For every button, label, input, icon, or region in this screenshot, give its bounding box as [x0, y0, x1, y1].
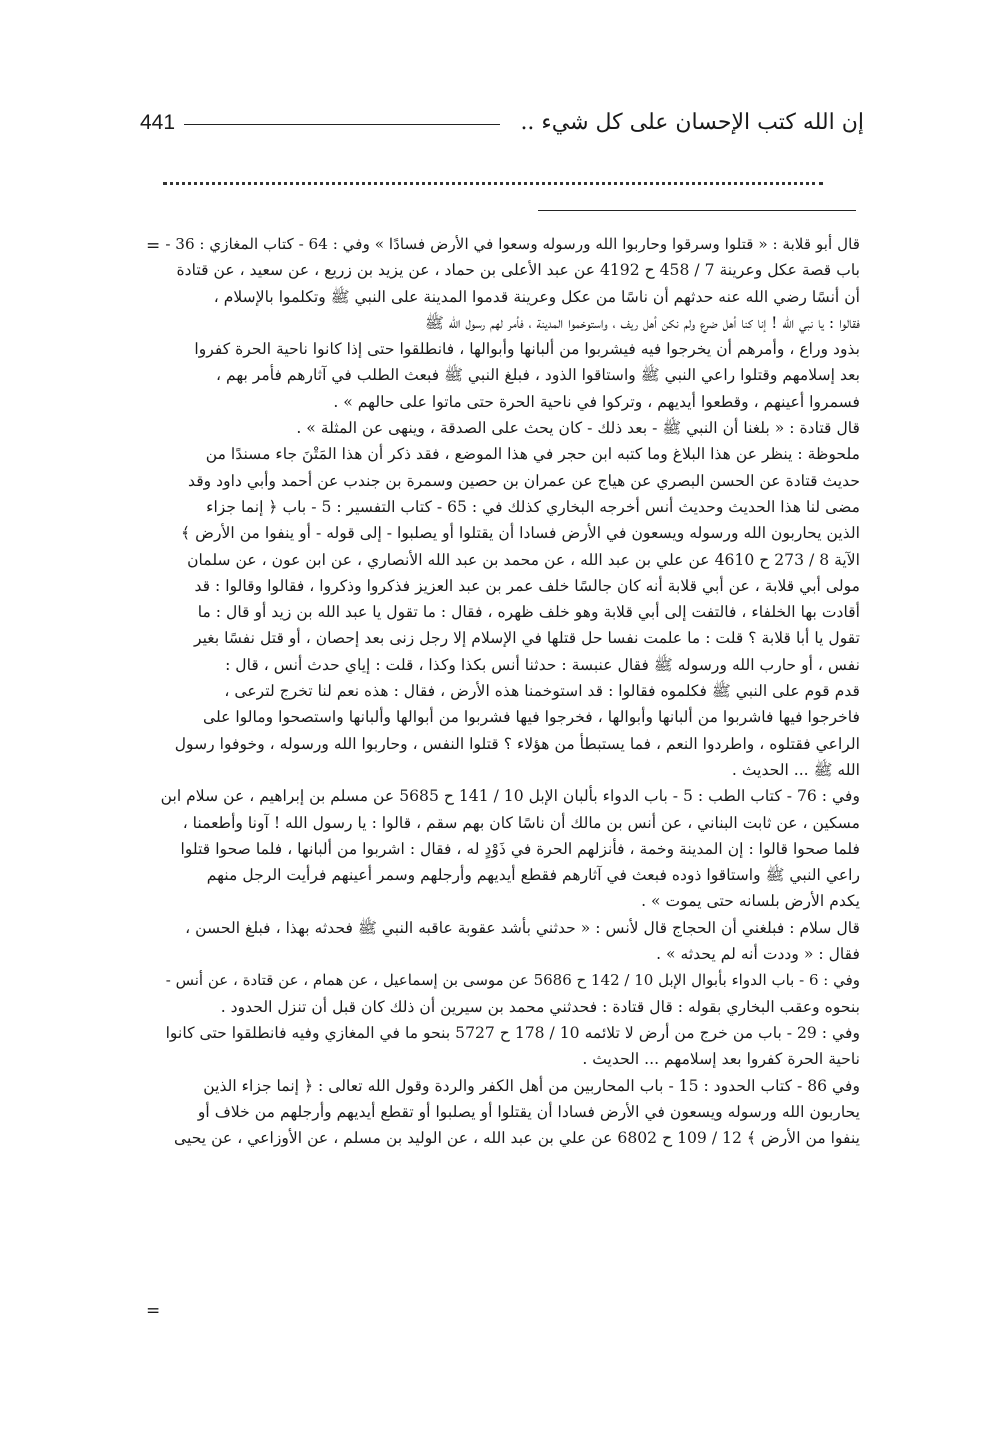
text-line: بنحوه وعقب البخاري بقوله : قال قتادة : فحدثني محمد بن سيرين أن ذلك كان قبل أن تنزل الحدود .: [220, 997, 860, 1016]
text-line: وفي 86 - كتاب الحدود : 15 - باب المحاربين من أهل الكفر والردة وقول الله تعالى : ﴿ إنما جزاء الذين: [203, 1076, 860, 1095]
page-number: 441: [140, 111, 176, 134]
text-line: فسمروا أعينهم ، وقطعوا أيديهم ، وتركوا في ناحية الحرة حتى ماتوا على حالهم » .: [333, 392, 860, 411]
header-rule: [184, 124, 500, 125]
text-line: مولى أبي قلابة ، عن أبي قلابة أنه كان جالسًا خلف عمر بن عبد العزيز فذكروا وذكروا ، فقالوا وقالوا : قد: [194, 576, 860, 595]
text-line: قدم قوم على النبي ﷺ فكلموه فقالوا : قد استوخمنا هذه الأرض ، فقال : هذه نعم لنا تخرج لترعى ،: [224, 682, 860, 701]
text-line: تقول يا أبا قلابة ؟ قلت : ما علمت نفسا حل قتلها في الإسلام إلا رجل زنى بعد إحصان ، أو قتل نفسًا بغير: [193, 629, 860, 648]
footnote-paragraph: [160, 1020, 860, 1073]
continuation-mark-top: =: [146, 236, 161, 256]
text-line: الراعي فقتلوه ، واطردوا النعم ، فما يستبطأ من هؤلاء ؟ قتلوا النفس ، وحاربوا الله ورسوله ، وخوفوا رسول: [174, 734, 860, 753]
text-line: نفس ، أو حارب الله ورسوله ﷺ فقال عنبسة : حدثنا أنس بكذا وكذا ، قلت : إياي حدث أنس ، قال :: [225, 655, 860, 674]
text-line: فلما صحوا قالوا : إن المدينة وخمة ، فأنزلهم الحرة في ذَوْدٍ له ، فقال : اشربوا من ألبانها ، فلما صحوا قتلوا: [180, 839, 860, 858]
footnote-paragraph: [160, 967, 860, 1020]
footnote-paragraph: [160, 1073, 860, 1152]
running-title: إن الله كتب الإحسان على كل شيء ..: [520, 110, 864, 135]
text-line: بعد إسلامهم وقتلوا راعي النبي ﷺ واستاقوا الذود ، فبلغ النبي ﷺ فبعث الطلب في آثارهم فأمر بهم ،: [215, 366, 860, 385]
text-line: مسكين ، عن ثابت البناني ، عن أنس بن مالك أن ناسًا كان بهم سقم ، قالوا : يا رسول الله ! آونا وأطعمنا ،: [182, 813, 860, 832]
footnote-paragraph: [160, 915, 860, 968]
text-line: بذود وراع ، وأمرهم أن يخرجوا فيه فيشربوا من ألبانها وأبوالها ، فانطلقوا حتى إذا كانوا ناحية الحرة كفروا: [194, 340, 860, 359]
text-line: يحاربون الله ورسوله ويسعون في الأرض فسادا أن يقتلوا أو يصلبوا أو تقطع أيديهم وأرجلهم من خلاف أو: [197, 1102, 860, 1121]
footnote-paragraph: [160, 783, 860, 914]
text-line: أن أنسًا رضي الله عنه حدثهم أن ناسًا من عكل وعرينة قدموا المدينة على النبي ﷺ وتكلموا بالإسلام ،: [213, 287, 860, 306]
footnote-paragraph: [160, 441, 860, 783]
text-line: أقادت بها الخلفاء ، فالتفت إلى أبي قلابة وهو خلف ظهره ، فقال : ما تقول يا عبد الله بن زيد أو قال : ما: [197, 603, 860, 622]
text-line: الذين يحاربون الله ورسوله ويسعون في الأرض فسادا أن يقتلوا أو يصلبوا - إلى قوله - أو ينفوا من الأرض ﴾: [181, 524, 860, 543]
text-line: قال قتادة : « بلغنا أن النبي ﷺ - بعد ذلك - كان يحث على الصدقة ، وينهى عن المثلة » .: [296, 419, 860, 438]
text-line: قال سلام : فبلغني أن الحجاج قال لأنس : « حدثني بأشد عقوبة عاقبه النبي ﷺ فحدثه بهذا ، فبلغ الحسن ،: [185, 918, 860, 937]
text-line: فقالوا : يا نبي الله ! إنا كنا أهل ضرع ولم نكن أهل ريف ، واستوخموا المدينة ، فأمر لهم رسول الله ﷺ: [425, 313, 860, 332]
text-line: فاخرجوا فيها فاشربوا من ألبانها وأبوالها ، فخرجوا فيها فشربوا من أبوالها وألبانها واستصحوا ومالوا على: [202, 708, 860, 727]
running-header: [140, 108, 864, 140]
text-line: يكدم الأرض بلسانه حتى يموت » .: [641, 892, 860, 911]
text-line: الآية 8 / 273 ح 4610 عن علي بن عبد الله ، عن محمد بن عبد الله الأنصاري ، عن ابن عون ، عن سلمان: [187, 550, 860, 569]
text-line: ملحوظة : ينظر عن هذا البلاغ وما كتبه ابن حجر في هذا الموضع ، فقد ذكر أن هذا المَتْنَ جاء مسندًا من: [205, 445, 860, 464]
footnote-paragraph: [160, 415, 860, 441]
footnote-text: [160, 231, 860, 1151]
dotted-separator: [163, 182, 823, 185]
text-line: وفي : 6 - باب الدواء بأبوال الإبل 10 / 142 ح 5686 عن موسى بن إسماعيل ، عن همام ، عن قتادة ، عن أنس -: [165, 971, 860, 990]
footnote-paragraph: [160, 231, 860, 415]
text-line: باب قصة عكل وعرينة 7 / 458 ح 4192 عن عبد الأعلى بن حماد ، عن يزيد بن زريع ، عن سعيد ، عن قتادة: [176, 261, 860, 280]
text-line: مضى لنا هذا الحديث وحديث أنس أخرجه البخاري كذلك في : 65 - كتاب التفسير : 5 - باب ﴿ إنما جزاء: [206, 497, 860, 516]
text-line: ينفوا من الأرض ﴾ 12 / 109 ح 6802 عن علي بن عبد الله ، عن الوليد بن مسلم ، عن الأوزاعي ، عن يحيى: [174, 1129, 860, 1148]
text-line: الله ﷺ ... الحديث .: [731, 760, 860, 779]
continuation-mark-bottom: =: [146, 1301, 161, 1321]
footnote-rule: [538, 210, 856, 211]
text-line: فقال : « وددت أنه لم يحدثه » .: [656, 945, 860, 964]
text-line: قال أبو قلابة : « قتلوا وسرقوا وحاربوا الله ورسوله وسعوا في الأرض فسادًا » وفي : 64 - كتاب المغازي : 36 -: [165, 235, 860, 253]
text-line: وفي : 29 - باب من خرج من أرض لا تلائمه 10 / 178 ح 5727 بنحو ما في المغازي وفيه فانطلقوا حتى كانوا: [165, 1023, 860, 1042]
text-line: راعي النبي ﷺ واستاقوا ذوده فبعث في آثارهم فقطع أيديهم وأرجلهم وسمر أعينهم فرأيت الرجل منهم: [206, 866, 860, 885]
text-line: حديث قتادة عن الحسن البصري عن هياج عن عمران بن حصين وسمرة بن جندب عن أحمد وأبي داود وقد: [188, 471, 860, 490]
text-line: وفي : 76 - كتاب الطب : 5 - باب الدواء بألبان الإبل 10 / 141 ح 5685 عن مسلم بن إبراهيم ، عن سلام ابن: [160, 787, 860, 806]
text-line: ناحية الحرة كفروا بعد إسلامهم ... الحديث .: [582, 1050, 860, 1069]
